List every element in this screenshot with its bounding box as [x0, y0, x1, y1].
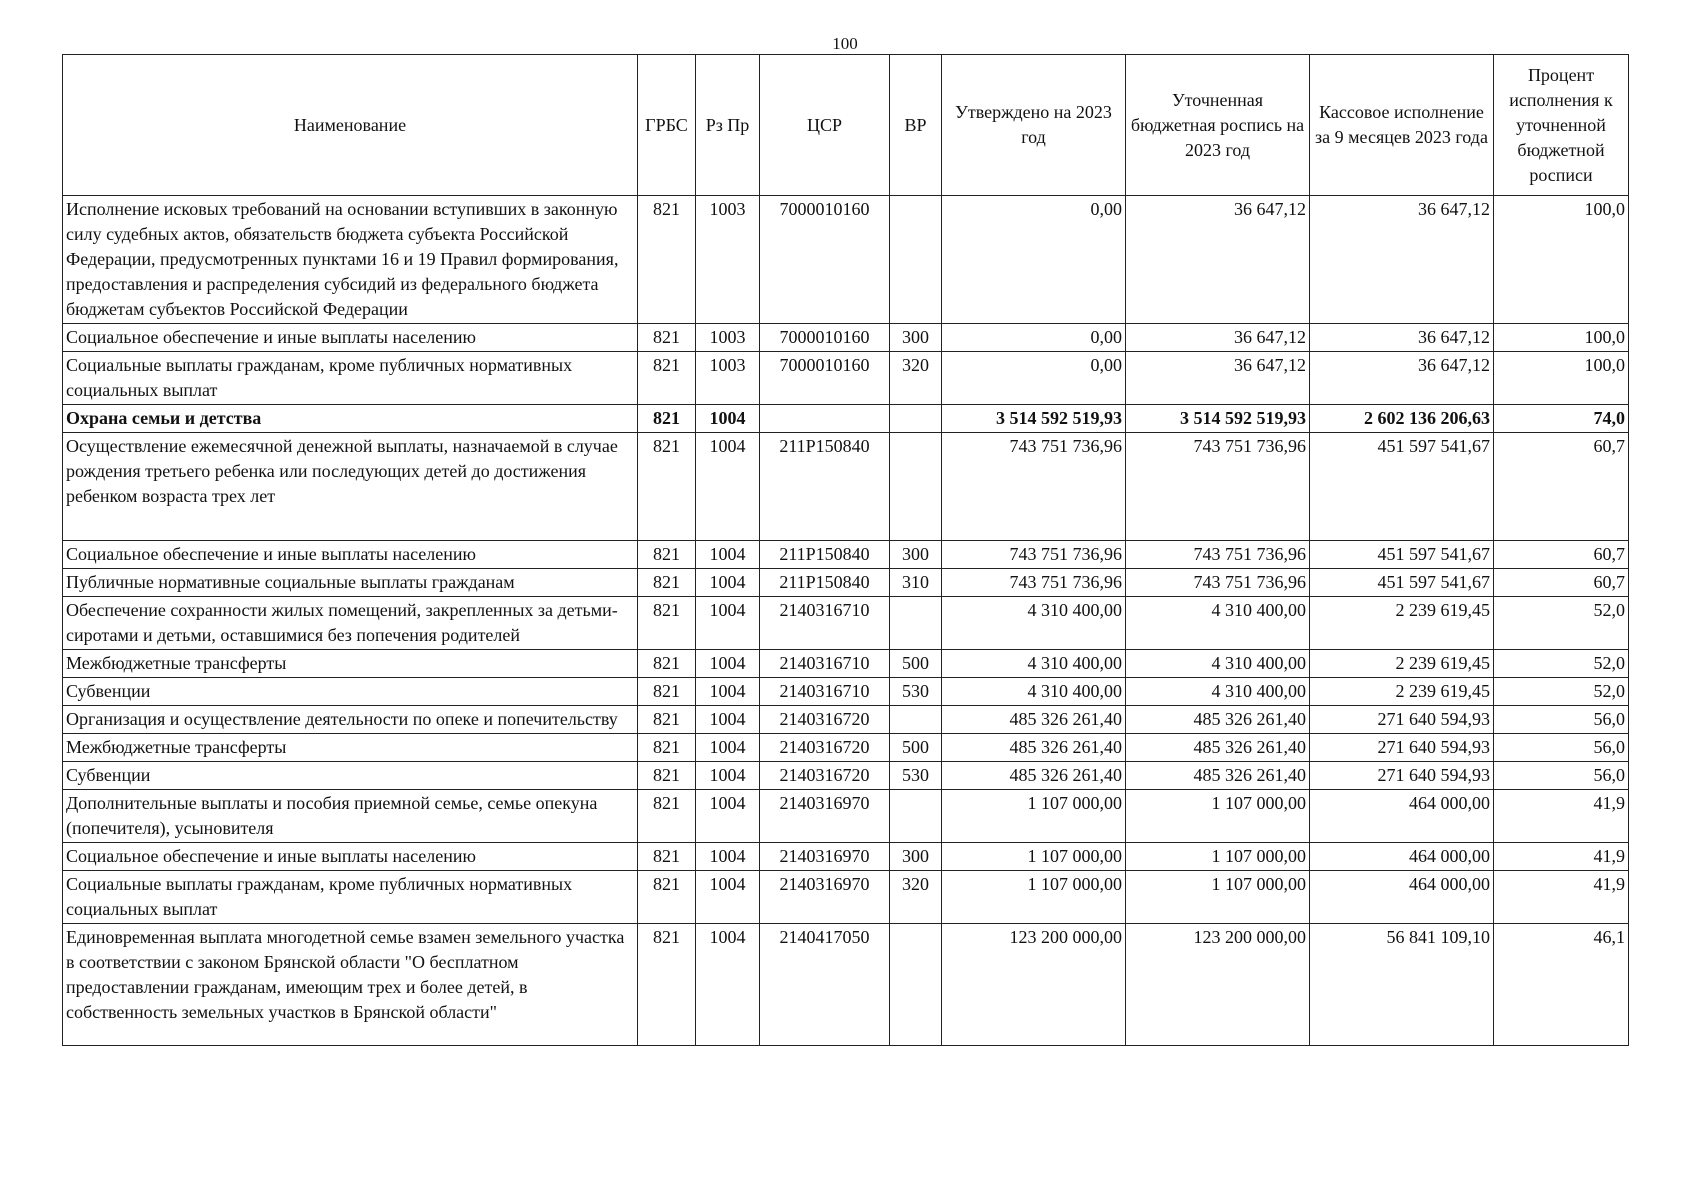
row-csr: 2140316970 [760, 871, 890, 924]
row-grbs: 821 [638, 762, 696, 790]
row-percent: 52,0 [1494, 597, 1629, 650]
row-executed: 2 602 136 206,63 [1310, 405, 1494, 433]
row-csr: 2140316710 [760, 597, 890, 650]
header-refined: Уточненная бюджетная роспись на 2023 год [1126, 55, 1310, 196]
row-refined: 1 107 000,00 [1126, 871, 1310, 924]
row-executed: 464 000,00 [1310, 871, 1494, 924]
row-approved: 0,00 [942, 352, 1126, 405]
row-csr: 2140316720 [760, 734, 890, 762]
row-vr [890, 433, 942, 541]
row-csr [760, 405, 890, 433]
row-approved: 1 107 000,00 [942, 843, 1126, 871]
row-percent: 60,7 [1494, 569, 1629, 597]
row-executed: 56 841 109,10 [1310, 924, 1494, 1046]
row-vr: 300 [890, 324, 942, 352]
row-vr [890, 706, 942, 734]
row-vr [890, 597, 942, 650]
row-executed: 271 640 594,93 [1310, 734, 1494, 762]
row-vr: 300 [890, 843, 942, 871]
row-csr: 2140316970 [760, 843, 890, 871]
row-refined: 36 647,12 [1126, 324, 1310, 352]
row-executed: 2 239 619,45 [1310, 650, 1494, 678]
table-row [63, 597, 1629, 650]
table-row [63, 924, 1629, 1046]
row-refined: 4 310 400,00 [1126, 597, 1310, 650]
row-name: Межбюджетные трансферты [63, 734, 638, 762]
header-percent: Процент исполнения к уточненной бюджетной росписи [1494, 55, 1629, 196]
row-percent: 52,0 [1494, 650, 1629, 678]
table-row [63, 843, 1629, 871]
row-name: Субвенции [63, 762, 638, 790]
table-row [63, 734, 1629, 762]
row-csr: 211P150840 [760, 541, 890, 569]
row-rzpr: 1004 [696, 650, 760, 678]
table-row [63, 871, 1629, 924]
row-grbs: 821 [638, 541, 696, 569]
table-row [63, 569, 1629, 597]
table-row [63, 324, 1629, 352]
row-percent: 41,9 [1494, 790, 1629, 843]
row-grbs: 821 [638, 196, 696, 324]
row-executed: 464 000,00 [1310, 790, 1494, 843]
budget-table [62, 54, 1629, 1046]
row-rzpr: 1004 [696, 871, 760, 924]
row-vr [890, 790, 942, 843]
table-row [63, 678, 1629, 706]
row-refined: 1 107 000,00 [1126, 843, 1310, 871]
row-rzpr: 1004 [696, 405, 760, 433]
row-rzpr: 1004 [696, 541, 760, 569]
row-grbs: 821 [638, 352, 696, 405]
row-approved: 743 751 736,96 [942, 569, 1126, 597]
row-rzpr: 1003 [696, 324, 760, 352]
row-rzpr: 1004 [696, 569, 760, 597]
row-refined: 485 326 261,40 [1126, 706, 1310, 734]
header-name: Наименование [63, 55, 638, 196]
row-name: Социальные выплаты гражданам, кроме публичных нормативных социальных выплат [63, 871, 638, 924]
row-csr: 211P150840 [760, 569, 890, 597]
row-rzpr: 1004 [696, 924, 760, 1046]
row-approved: 743 751 736,96 [942, 541, 1126, 569]
row-percent: 41,9 [1494, 843, 1629, 871]
row-name: Социальное обеспечение и иные выплаты населению [63, 843, 638, 871]
row-executed: 36 647,12 [1310, 196, 1494, 324]
row-grbs: 821 [638, 324, 696, 352]
row-percent: 74,0 [1494, 405, 1629, 433]
row-name: Социальное обеспечение и иные выплаты населению [63, 541, 638, 569]
header-csr: ЦСР [760, 55, 890, 196]
row-rzpr: 1004 [696, 790, 760, 843]
row-refined: 485 326 261,40 [1126, 762, 1310, 790]
row-percent: 52,0 [1494, 678, 1629, 706]
row-executed: 2 239 619,45 [1310, 678, 1494, 706]
row-vr: 300 [890, 541, 942, 569]
row-refined: 36 647,12 [1126, 196, 1310, 324]
row-executed: 36 647,12 [1310, 352, 1494, 405]
row-csr: 2140417050 [760, 924, 890, 1046]
table-row [63, 196, 1629, 324]
row-grbs: 821 [638, 734, 696, 762]
row-refined: 123 200 000,00 [1126, 924, 1310, 1046]
row-refined: 4 310 400,00 [1126, 650, 1310, 678]
table-row [63, 650, 1629, 678]
row-executed: 2 239 619,45 [1310, 597, 1494, 650]
row-vr [890, 405, 942, 433]
header-vr: ВР [890, 55, 942, 196]
row-vr: 530 [890, 762, 942, 790]
row-percent: 100,0 [1494, 352, 1629, 405]
row-vr [890, 196, 942, 324]
row-approved: 4 310 400,00 [942, 678, 1126, 706]
row-refined: 3 514 592 519,93 [1126, 405, 1310, 433]
row-grbs: 821 [638, 790, 696, 843]
row-name: Организация и осуществление деятельности по опеке и попечительству [63, 706, 638, 734]
row-vr: 500 [890, 734, 942, 762]
row-refined: 485 326 261,40 [1126, 734, 1310, 762]
row-approved: 485 326 261,40 [942, 706, 1126, 734]
row-percent: 56,0 [1494, 762, 1629, 790]
row-approved: 3 514 592 519,93 [942, 405, 1126, 433]
row-percent: 46,1 [1494, 924, 1629, 1046]
table-row [63, 706, 1629, 734]
table-row [63, 352, 1629, 405]
row-vr: 530 [890, 678, 942, 706]
page-number: 100 [832, 34, 858, 53]
row-csr: 211P150840 [760, 433, 890, 541]
row-approved: 123 200 000,00 [942, 924, 1126, 1046]
row-vr: 320 [890, 352, 942, 405]
row-vr: 320 [890, 871, 942, 924]
row-executed: 271 640 594,93 [1310, 706, 1494, 734]
row-vr: 500 [890, 650, 942, 678]
row-grbs: 821 [638, 706, 696, 734]
row-approved: 0,00 [942, 196, 1126, 324]
row-grbs: 821 [638, 678, 696, 706]
row-rzpr: 1004 [696, 843, 760, 871]
row-csr: 7000010160 [760, 196, 890, 324]
row-rzpr: 1004 [696, 433, 760, 541]
row-percent: 41,9 [1494, 871, 1629, 924]
row-name: Охрана семьи и детства [63, 405, 638, 433]
row-csr: 2140316720 [760, 762, 890, 790]
row-name: Единовременная выплата многодетной семье взамен земельного участка в соответствии с законом Брянской области "О бесплатном предоставлении гражданам, имеющим трех и более детей, в собственность земельных участков в Брянской области" [63, 924, 638, 1046]
row-name: Социальные выплаты гражданам, кроме публичных нормативных социальных выплат [63, 352, 638, 405]
row-approved: 1 107 000,00 [942, 790, 1126, 843]
row-grbs: 821 [638, 433, 696, 541]
row-grbs: 821 [638, 871, 696, 924]
row-grbs: 821 [638, 405, 696, 433]
row-csr: 2140316970 [760, 790, 890, 843]
row-refined: 743 751 736,96 [1126, 569, 1310, 597]
row-csr: 7000010160 [760, 352, 890, 405]
row-refined: 4 310 400,00 [1126, 678, 1310, 706]
row-rzpr: 1003 [696, 196, 760, 324]
row-approved: 485 326 261,40 [942, 762, 1126, 790]
row-percent: 100,0 [1494, 196, 1629, 324]
row-refined: 743 751 736,96 [1126, 433, 1310, 541]
row-rzpr: 1004 [696, 762, 760, 790]
row-name: Публичные нормативные социальные выплаты гражданам [63, 569, 638, 597]
row-executed: 451 597 541,67 [1310, 433, 1494, 541]
header-grbs: ГРБС [638, 55, 696, 196]
row-grbs: 821 [638, 569, 696, 597]
row-vr [890, 924, 942, 1046]
row-approved: 4 310 400,00 [942, 597, 1126, 650]
row-percent: 60,7 [1494, 541, 1629, 569]
row-executed: 451 597 541,67 [1310, 569, 1494, 597]
header-rzpr: Рз Пр [696, 55, 760, 196]
row-executed: 271 640 594,93 [1310, 762, 1494, 790]
header-executed: Кассовое исполнение за 9 месяцев 2023 года [1310, 55, 1494, 196]
row-csr: 2140316720 [760, 706, 890, 734]
row-name: Осуществление ежемесячной денежной выплаты, назначаемой в случае рождения третьего ребенка или последующих детей до достижения ребенком возраста трех лет [63, 433, 638, 541]
row-vr: 310 [890, 569, 942, 597]
row-grbs: 821 [638, 597, 696, 650]
row-approved: 0,00 [942, 324, 1126, 352]
row-name: Обеспечение сохранности жилых помещений, закрепленных за детьми-сиротами и детьми, оставшимися без попечения родителей [63, 597, 638, 650]
row-refined: 1 107 000,00 [1126, 790, 1310, 843]
row-rzpr: 1004 [696, 706, 760, 734]
row-percent: 56,0 [1494, 706, 1629, 734]
row-name: Дополнительные выплаты и пособия приемной семье, семье опекуна (попечителя), усыновителя [63, 790, 638, 843]
row-grbs: 821 [638, 843, 696, 871]
row-approved: 743 751 736,96 [942, 433, 1126, 541]
row-rzpr: 1004 [696, 597, 760, 650]
row-rzpr: 1004 [696, 734, 760, 762]
row-name: Социальное обеспечение и иные выплаты населению [63, 324, 638, 352]
table-row [63, 762, 1629, 790]
row-approved: 4 310 400,00 [942, 650, 1126, 678]
row-name: Межбюджетные трансферты [63, 650, 638, 678]
row-approved: 1 107 000,00 [942, 871, 1126, 924]
row-percent: 56,0 [1494, 734, 1629, 762]
row-executed: 36 647,12 [1310, 324, 1494, 352]
row-approved: 485 326 261,40 [942, 734, 1126, 762]
row-executed: 451 597 541,67 [1310, 541, 1494, 569]
row-csr: 2140316710 [760, 650, 890, 678]
header-row [63, 55, 1629, 196]
table-row [63, 433, 1629, 541]
row-name: Исполнение исковых требований на основании вступивших в законную силу судебных актов, обязательств бюджета субъекта Российской Федерации, предусмотренных пунктами 16 и 19 Правил формирования, предоставления и распределения субсидий из федерального бюджета бюджетам субъектов Российской Федерации [63, 196, 638, 324]
row-grbs: 821 [638, 924, 696, 1046]
row-refined: 36 647,12 [1126, 352, 1310, 405]
row-rzpr: 1004 [696, 678, 760, 706]
row-percent: 60,7 [1494, 433, 1629, 541]
row-name: Субвенции [63, 678, 638, 706]
table-row [63, 790, 1629, 843]
table-row-section-total [63, 405, 1629, 433]
row-executed: 464 000,00 [1310, 843, 1494, 871]
row-grbs: 821 [638, 650, 696, 678]
row-rzpr: 1003 [696, 352, 760, 405]
table-row [63, 541, 1629, 569]
row-csr: 2140316710 [760, 678, 890, 706]
header-approved: Утверждено на 2023 год [942, 55, 1126, 196]
row-percent: 100,0 [1494, 324, 1629, 352]
row-csr: 7000010160 [760, 324, 890, 352]
row-refined: 743 751 736,96 [1126, 541, 1310, 569]
